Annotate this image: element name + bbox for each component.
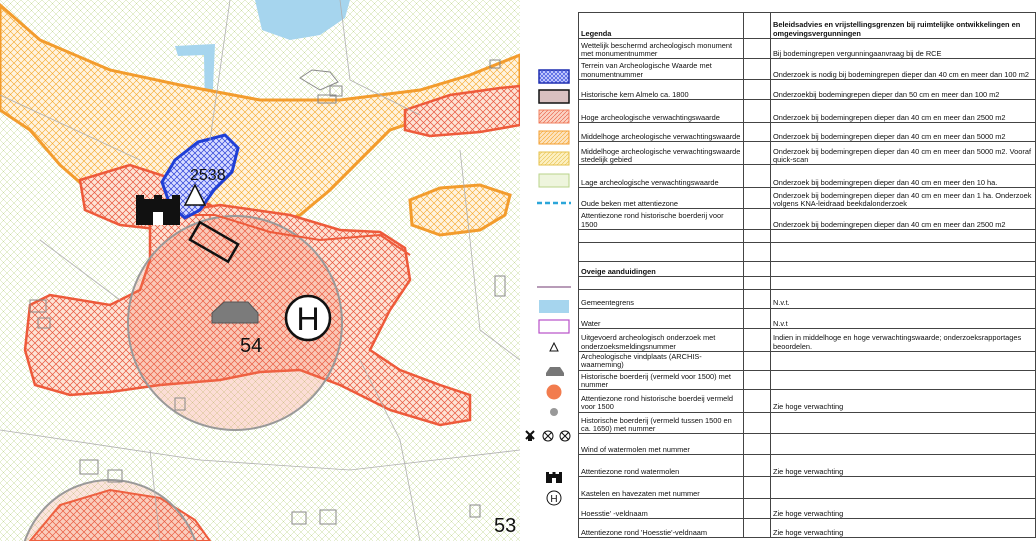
hoeve-icon-label: H — [296, 301, 320, 337]
legend-row-spacer — [744, 165, 771, 188]
legend-find-spot-icon — [550, 343, 558, 351]
legend-row-label: Attentiezone rond historische boerdeij vermeld voor 1500 — [579, 389, 744, 412]
legend-row-advice: Onderzoek is nodig bij bodemingrepen dieper dan 40 cm en meer dan 100 m2 — [771, 59, 1036, 80]
legend-row-spacer — [744, 187, 771, 209]
legend-row-advice: N.v.t. — [771, 290, 1036, 308]
corner-number-label: 53 — [494, 515, 517, 537]
legend-row-advice: N.v.t — [771, 308, 1036, 329]
legend-row-advice: Zie hoge verwachting — [771, 498, 1036, 519]
legend-mill-icon — [526, 431, 570, 441]
legend-water-swatch — [539, 300, 569, 313]
legend-row — [579, 290, 1036, 308]
legend-row-advice: Zie hoge verwachting — [771, 519, 1036, 538]
legend-row-advice: Zie hoge verwachting — [771, 389, 1036, 412]
legend-row-advice — [771, 277, 1036, 290]
legend-middle-expectation-swatch — [539, 131, 569, 144]
legend-row-label: Oude beken met attentiezone — [579, 187, 744, 209]
legend-table — [578, 12, 1036, 538]
legend-row — [579, 209, 1036, 230]
legend-row-label: Wettelijk beschermd archeologisch monument met monumentnummer — [579, 38, 744, 59]
legend-row-advice — [771, 370, 1036, 389]
legend-research-swatch — [539, 320, 569, 333]
legend-row-advice: Onderzoekbij bodemingrepen dieper dan 50 cm en meer dan 100 m2 — [771, 79, 1036, 100]
legend-panel — [522, 0, 1036, 541]
legend-row-spacer — [744, 351, 771, 370]
legend-row — [579, 454, 1036, 477]
legend-row — [579, 123, 1036, 142]
legend-row-spacer — [744, 329, 771, 352]
legend-row — [579, 519, 1036, 538]
legend-row — [579, 100, 1036, 123]
legend-row-advice — [771, 477, 1036, 499]
farm-number-label: 54 — [240, 335, 263, 357]
legend-row-spacer — [744, 519, 771, 538]
legend-row — [579, 262, 1036, 277]
legend-row-label: Kastelen en havezaten met nummer — [579, 477, 744, 499]
legend-monument-terrain-swatch — [539, 70, 569, 83]
legend-row-advice: Onderzoek bij bodemingrepen dieper dan 40 cm en meer dan 1 ha. Onderzoek volgens KNA-leidraad beekdalonderzoek — [771, 187, 1036, 209]
legend-row-advice — [771, 351, 1036, 370]
legend-row-spacer — [744, 242, 771, 261]
legend-row-label: Lage archeologische verwachtingswaarde — [579, 165, 744, 188]
legend-row-spacer — [744, 123, 771, 142]
legend-row-label: Hoge archeologische verwachtingswaarde — [579, 100, 744, 123]
legend-row — [579, 477, 1036, 499]
legend-row-advice: Indien in middelhoge en hoge verwachtingswaarde; onderzoeksrapportages beoordelen. — [771, 329, 1036, 352]
legend-row-advice — [771, 412, 1036, 434]
legend-row — [579, 370, 1036, 389]
legend-row-spacer — [744, 477, 771, 499]
legend-row-spacer — [744, 370, 771, 389]
legend-row — [579, 308, 1036, 329]
legend-castle-icon — [546, 472, 562, 483]
legend-row-spacer — [744, 79, 771, 100]
legend-row-label — [579, 242, 744, 261]
legend-row — [579, 277, 1036, 290]
legend-row-label: Gemeentegrens — [579, 290, 744, 308]
legend-high-expectation-swatch — [539, 110, 569, 123]
legend-row — [579, 79, 1036, 100]
legend-row-label: Historische kern Almelo ca. 1800 — [579, 79, 744, 100]
legend-title: Legenda — [579, 13, 744, 39]
legend-historic-farm-icon — [546, 367, 564, 376]
legend-row-spacer — [744, 454, 771, 477]
legend-row-spacer — [744, 209, 771, 230]
legend-row-advice — [771, 262, 1036, 277]
legend-row-advice: Onderzoek bij bodemingrepen dieper dan 40 cm en meer dan 2500 m2 — [771, 100, 1036, 123]
legend-row-label — [579, 229, 744, 242]
legend-row-label: Attentiezone rond historische boerderij voor 1500 — [579, 209, 744, 230]
legend-historic-core-swatch — [539, 90, 569, 103]
legend-row-label: Historische boerderij (vermeld tussen 1500 en ca. 1650) met nummer — [579, 412, 744, 434]
legend-row-label: Hoesstie' -veldnaam — [579, 498, 744, 519]
legend-row — [579, 389, 1036, 412]
legend-row-spacer — [744, 389, 771, 412]
legend-row — [579, 59, 1036, 80]
legend-row — [579, 329, 1036, 352]
legend-row-spacer — [744, 229, 771, 242]
legend-row — [579, 242, 1036, 261]
legend-row-advice: Onderzoek bij bodemingrepen dieper dan 40 cm en meer den 10 ha. — [771, 165, 1036, 188]
legend-row — [579, 38, 1036, 59]
legend-row-spacer — [744, 277, 771, 290]
legend-row — [579, 229, 1036, 242]
legend-row-label: Wind of watermolen met nummer — [579, 434, 744, 455]
legend-symbols — [522, 0, 578, 541]
legend-header-row — [579, 13, 1036, 39]
legend-row — [579, 187, 1036, 209]
legend-row-label: Terrein van Archeologische Waarde met monumentnummer — [579, 59, 744, 80]
legend-row-spacer — [744, 290, 771, 308]
legend-row-spacer — [744, 412, 771, 434]
legend-row-spacer — [744, 100, 771, 123]
legend-row-advice: Zie hoge verwachting — [771, 454, 1036, 477]
legend-row — [579, 142, 1036, 165]
legend-row — [579, 434, 1036, 455]
legend-row-label: Middelhoge archeologische verwachtingswaarde stedelijk gebied — [579, 142, 744, 165]
legend-row-advice: Onderzoek bij bodemingrepen dieper dan 40 cm en meer dan 5000 m2 — [771, 123, 1036, 142]
legend-middle-urban-swatch — [539, 152, 569, 165]
legend-row-label: Water — [579, 308, 744, 329]
legend-row-advice: Bij bodemingrepen vergunningaanvraag bij de RCE — [771, 38, 1036, 59]
legend-row-advice: Onderzoek bij bodemingrepen dieper dan 40 cm en meer dan 2500 m2 — [771, 209, 1036, 230]
legend-row-spacer — [744, 142, 771, 165]
legend-row-advice: Onderzoek bij bodemingrepen dieper dan 40 cm en meer dan 5000 m2. Vooraf quick-scan — [771, 142, 1036, 165]
legend-row — [579, 351, 1036, 370]
legend-row — [579, 498, 1036, 519]
legend-row — [579, 412, 1036, 434]
legend-hoeve-icon-label: H — [550, 494, 558, 505]
legend-row-spacer — [744, 262, 771, 277]
legend-low-expectation-swatch — [539, 174, 569, 187]
legend-row-label: Oveige aanduidingen — [579, 262, 744, 277]
legend-row-label: Historische boerderij (vermeld voor 1500) met nummer — [579, 370, 744, 389]
legend-row-spacer — [744, 59, 771, 80]
legend-row-label: Middelhoge archeologische verwachtingswaarde — [579, 123, 744, 142]
monument-number-label: 2538 — [190, 167, 226, 184]
legend-row-label — [579, 277, 744, 290]
legend-farm-1500-icon — [550, 408, 558, 416]
legend-row-label: Archeologische vindplaats (ARCHIS-waarneming) — [579, 351, 744, 370]
legend-row-spacer — [744, 38, 771, 59]
legend-row-advice — [771, 242, 1036, 261]
legend-row-spacer — [744, 498, 771, 519]
legend-row-label: Attentiezone rond watermolen — [579, 454, 744, 477]
castle-icon[interactable] — [136, 195, 180, 225]
legend-row-spacer — [744, 308, 771, 329]
legend-farm-attention-icon — [547, 385, 562, 400]
legend-row — [579, 165, 1036, 188]
legend-row-label: Uitgevoerd archeologisch onderzoek met onderzoeksmeldingsnummer — [579, 329, 744, 352]
advice-title: Beleidsadvies en vrijstellingsgrenzen bij ruimtelijke ontwikkelingen en omgevingsvergunningen — [771, 13, 1036, 39]
legend-row-advice — [771, 229, 1036, 242]
legend-row-label: Attentiezone rond 'Hoesstie'-veldnaam — [579, 519, 744, 538]
legend-row-advice — [771, 434, 1036, 455]
legend-row-spacer — [744, 434, 771, 455]
